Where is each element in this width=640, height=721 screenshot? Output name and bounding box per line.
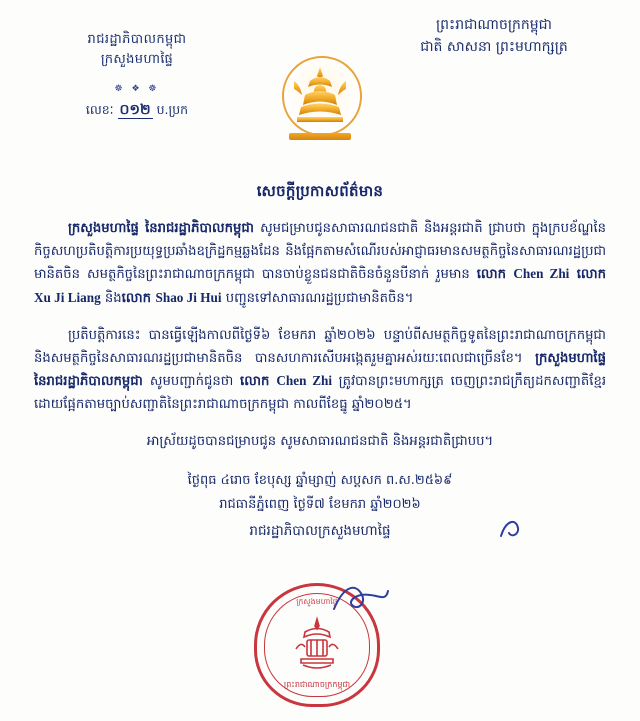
text-run: ក្រសួងមហាផ្ទៃ នៃរាជរដ្ឋាភិបាលកម្ពុជា bbox=[34, 350, 606, 390]
closing-statement: អាស្រ័យដូចបានជម្រាបជូន សូមសាធារណជនជាតិ និងអន្ដរជាតិជ្រាបប។ bbox=[146, 433, 494, 449]
text-run: លោក bbox=[121, 291, 156, 307]
document-body bbox=[0, 204, 640, 542]
text-run: លោក bbox=[240, 374, 277, 390]
reference-line bbox=[22, 100, 252, 121]
emblem-base bbox=[289, 133, 351, 140]
text-run: ត្រូវបានព្រះមហាក្សត្រ ចេញព្រះរាជក្រឹត្យដកសញ្ជាតិខ្មែរ ដោយផ្អែកតាមច្បាប់សញ្ជាតិនៃព្រះរាជាណាចក្រកម្ពុជា កាលពីខែធ្នូ ឆ្នាំ២០២៥។ bbox=[34, 374, 607, 412]
royal-emblem bbox=[276, 56, 364, 148]
signoff-date-gregorian: រាជធានីភ្នំពេញ ថ្ងៃទី៧ ខែមករា ឆ្នាំ២០២៦ bbox=[219, 496, 421, 512]
text-run: Xu Ji Liang bbox=[34, 290, 101, 306]
text-run: សូមជម្រាបជូនសាធារណជនជាតិ និងអន្ដរជាតិ ជ្រាបថា ក្នុងក្របខ័ណ្ឌនៃកិច្ចសហប្រតិបត្តិការប្រយុទ្ធប្រឆាំងឧក្រិដ្ឋកម្មឆ្លងដែន និងផ្អែកតាមសំណើរបស់អាជ្ញាធរមានសមត្ថកិច្ចនៃសាធារណរដ្ឋប្រជាមានិតចិន សមត្ថកិច្ចនៃព្រះរាជាណាចក្រកម្ពុជា បានចាប់ខ្លួនជនជាតិចិនចំនួនបីនាក់ រួមមាន bbox=[34, 221, 606, 283]
page-title: សេចក្ដីប្រកាសព័ត៌មាន bbox=[256, 182, 384, 200]
text-run: និង bbox=[100, 291, 122, 307]
seal-crest-icon bbox=[290, 616, 344, 672]
header-right-block bbox=[374, 14, 614, 59]
ornament-divider bbox=[94, 76, 180, 95]
text-run: Shao Ji Hui bbox=[155, 290, 222, 306]
kingdom-name: ព្រះរាជាណាចក្រកម្ពុជា bbox=[435, 17, 552, 33]
paragraph-2 bbox=[34, 325, 606, 417]
reference-label: លេខៈ bbox=[85, 102, 114, 118]
text-run: លោក bbox=[569, 267, 607, 283]
document-header bbox=[0, 0, 640, 170]
signing-authority: រាជរដ្ឋាភិបាលក្រសួងមហាផ្ទៃ bbox=[249, 523, 391, 540]
text-run: Chen Zhi bbox=[513, 266, 570, 282]
ministry-name: ក្រសួងមហាផ្ទៃ bbox=[100, 52, 174, 68]
signature-flourish-icon bbox=[498, 516, 524, 542]
government-name: រាជរដ្ឋាភិបាលកម្ពុជា bbox=[87, 32, 187, 47]
text-run: លោក bbox=[476, 267, 514, 283]
signoff-block bbox=[34, 469, 606, 516]
paragraph-1 bbox=[34, 218, 606, 311]
text-run: បញ្ជូនទៅសាធារណរដ្ឋប្រជាមានិតចិន។ bbox=[221, 291, 414, 307]
seal-bottom-text: ព្រះរាជាណាចក្រកម្ពុជា bbox=[283, 680, 351, 689]
text-run: ប្រតិបត្តិការនេះ បានធ្វើឡើងកាលពីថ្ងៃទី៦ ខែមករា ឆ្នាំ២០២៦ បន្ទាប់ពីសមត្ថកិច្ចទូតនៃព្រះរាជាណាចក្រកម្ពុជា និងសមត្ថកិច្ចនៃសាធារណរដ្ឋប្រជាមានិតចិន បានសហការសើបអង្កេតរួមគ្នាអស់រយៈពេលជាច្រើនខែ។ bbox=[34, 327, 606, 366]
text-run: សូមបញ្ជាក់ជូនថា bbox=[149, 374, 241, 390]
text-run: ក្រសួងមហាផ្ទៃ នៃរាជរដ្ឋាភិបាលកម្ពុជា bbox=[68, 221, 261, 236]
header-left-block bbox=[22, 30, 252, 121]
text-run: Chen Zhi bbox=[276, 373, 333, 389]
reference-suffix: ប.ប្រក bbox=[156, 102, 189, 118]
national-motto: ជាតិ សាសនា ព្រះមហាក្សត្រ bbox=[420, 39, 568, 56]
emblem-figure-icon bbox=[292, 65, 348, 127]
seal-area bbox=[254, 583, 386, 703]
reference-number: ០១២ bbox=[119, 102, 151, 119]
handwritten-signature bbox=[330, 579, 390, 619]
signoff-date-khmer: ថ្ងៃពុធ ៤រោច ខែបុស្ស ឆ្នាំម្សាញ់ សប្ដសក ព.ស.២៥៦៩ bbox=[187, 473, 453, 489]
ornament-glyphs: ☸ ❖ ☸ bbox=[114, 84, 160, 95]
seal-top-text: ក្រសួងមហាផ្ទៃ bbox=[296, 597, 338, 606]
